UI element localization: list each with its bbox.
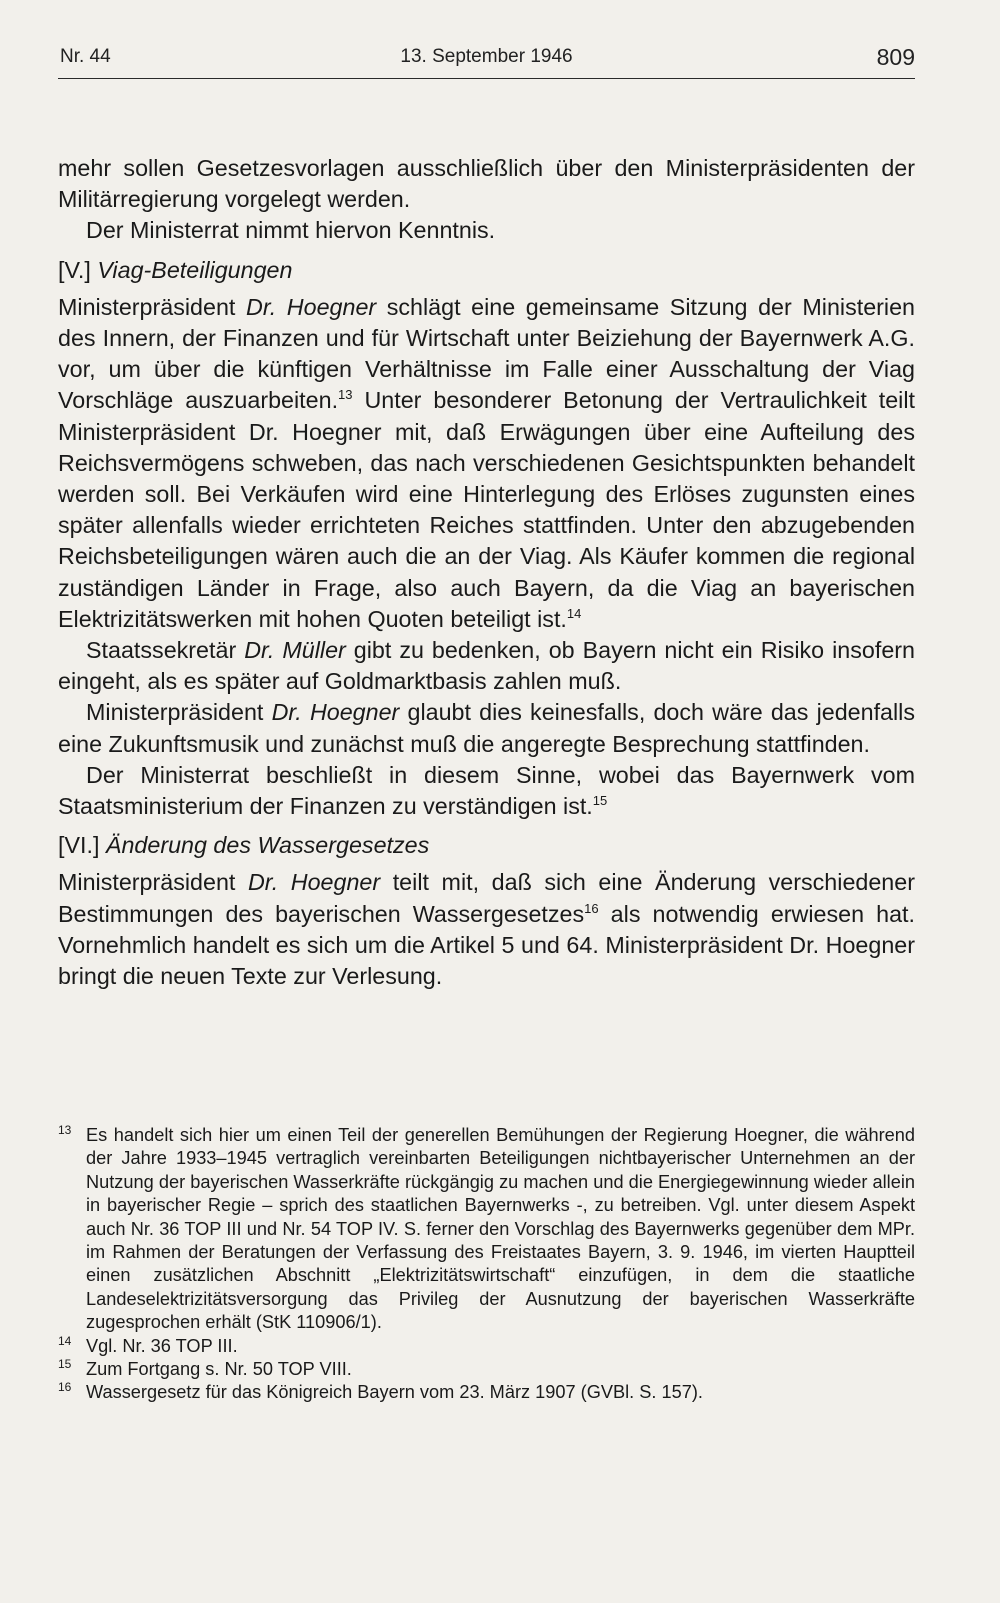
running-header	[58, 40, 915, 79]
document-page	[58, 40, 915, 1403]
text-run: schlägt eine gemeinsame Sitzung der Ministerien des Innern, der Finanzen und für Wirtschaft unter Beiziehung der Bayernwerk A.G. vor, um über die künftigen Verhältnisse im Falle einer Ausschaltung der Viag Vorschläge auszuarbeiten.	[58, 293, 915, 414]
page-number: 809	[876, 44, 915, 70]
section-number: [V.]	[58, 256, 91, 283]
paragraph	[58, 292, 915, 635]
text-run: Der Ministerrat beschließt in diesem Sinne, wobei das Bayernwerk vom Staatsministerium der Finanzen zu verständigen ist.	[58, 761, 915, 820]
footnote-14	[58, 1335, 915, 1358]
text-run: glaubt dies keinesfalls, doch wäre das jedenfalls eine Zukunftsmusik und zunächst muß die angeregte Besprechung stattfinden.	[58, 699, 915, 757]
main-text	[58, 153, 915, 992]
footnote-number: 16	[58, 1380, 72, 1395]
footnote-ref[interactable]: 13	[338, 387, 353, 403]
section-title: Änderung des Wassergesetzes	[105, 832, 430, 859]
section-heading-vi	[58, 830, 915, 861]
footnote-number: 13	[58, 1123, 72, 1137]
header-date: 13. September 1946	[400, 46, 573, 67]
section-number: [VI.]	[58, 832, 100, 859]
section-heading-v	[58, 255, 915, 286]
text-run: als notwendig erwiesen hat. Vornehmlich handelt es sich um die Artikel 5 und 64. Ministerpräsident Dr. Hoegner bringt die neuen Texte zur Verlesung.	[58, 900, 915, 990]
text-run: Ministerpräsident	[86, 699, 272, 726]
footnote-15	[58, 1358, 915, 1381]
footnote-16	[58, 1381, 915, 1404]
text-run: Ministerpräsident	[58, 293, 246, 320]
footnote-ref[interactable]: 16	[584, 900, 599, 916]
speaker-name: Dr. Hoegner	[271, 699, 400, 726]
footnote-text: Wassergesetz für das Königreich Bayern vom 23. März 1907 (GVBl. S. 157).	[86, 1382, 703, 1403]
footnote-ref[interactable]: 14	[566, 605, 582, 621]
paragraph: Der Ministerrat nimmt hiervon Kenntnis.	[86, 217, 496, 244]
speaker-name: Dr. Müller	[244, 637, 346, 664]
paragraph: mehr sollen Gesetzesvorlagen ausschließlich über den Ministerpräsidenten der Militärregierung vorgelegt werden.	[58, 155, 915, 213]
footnote-ref[interactable]: 15	[592, 793, 608, 809]
paragraph	[58, 867, 915, 992]
paragraph	[58, 635, 915, 697]
paragraph	[58, 697, 915, 759]
footnote-13	[58, 1124, 915, 1335]
issue-number: Nr. 44	[60, 46, 111, 67]
speaker-name: Dr. Hoegner	[246, 293, 377, 320]
footnote-text: Zum Fortgang s. Nr. 50 TOP VIII.	[86, 1359, 352, 1380]
text-run: Unter besonderer Betonung der Vertraulichkeit teilt Ministerpräsident Dr. Hoegner mit, daß Erwägungen über eine Aufteilung des Reichsvermögens schweben, das nach verschiedenen Gesichtspunkten behandelt werden soll. Bei Verkäufen wird eine Hinterlegung des Erlöses zugunsten eines später allenfalls wieder errichteten Reiches stattfinden. Unter den abzugebenden Reichsbeteiligungen wären auch die an der Viag. Als Käufer kommen die regional zuständigen Länder in Frage, also auch Bayern, da die Viag an bayerischen Elektrizitätswerken mit hohen Quoten beteiligt ist.	[58, 387, 915, 632]
footnote-text: Es handelt sich hier um einen Teil der generellen Bemühungen der Regierung Hoegner, die während der Jahre 1933–1945 vertraglich vereinbarten Beteiligungen nichtbayerischer Unternehmen an der Nutzung der bayerischen Wasserkräfte rückgängig zu machen und die Energiegewinnung wieder allein in bayerischer Regie – sprich des staatlichen Bayernwerks -, zu betreiben. Vgl. unter diesem Aspekt auch Nr. 36 TOP III und Nr. 54 TOP IV. S. ferner den Vorschlag des Bayernwerks gegenüber dem MPr. im Rahmen der Beratungen der Verfassung des Freistaates Bayern, 3. 9. 1946, im vierten Hauptteil einen zusätzlichen Abschnitt „Elektrizitätswirtschaft“ einzufügen, in dem die staatliche Landeselektrizitätsversorgung das Privileg der Ausnutzung der bayerischen Wasserkräfte zugesprochen erhält (StK 110906/1).	[86, 1125, 915, 1333]
text-run: Ministerpräsident	[58, 869, 248, 896]
footnotes-section	[58, 1124, 915, 1405]
text-run: teilt mit, daß sich eine Änderung verschiedener Bestimmungen des bayerischen Wassergesetzes	[58, 869, 915, 927]
section-title: Viag-Beteiligungen	[97, 256, 293, 283]
speaker-name: Dr. Hoegner	[247, 869, 381, 896]
paragraph	[58, 760, 915, 822]
text-run: Staatssekretär	[86, 637, 245, 664]
text-run: gibt zu bedenken, ob Bayern nicht ein Risiko insofern eingeht, als es später auf Goldmarktbasis zahlen muß.	[58, 637, 915, 695]
footnote-number: 14	[58, 1333, 72, 1348]
footnote-text: Vgl. Nr. 36 TOP III.	[86, 1335, 238, 1356]
footnote-number: 15	[58, 1357, 72, 1372]
